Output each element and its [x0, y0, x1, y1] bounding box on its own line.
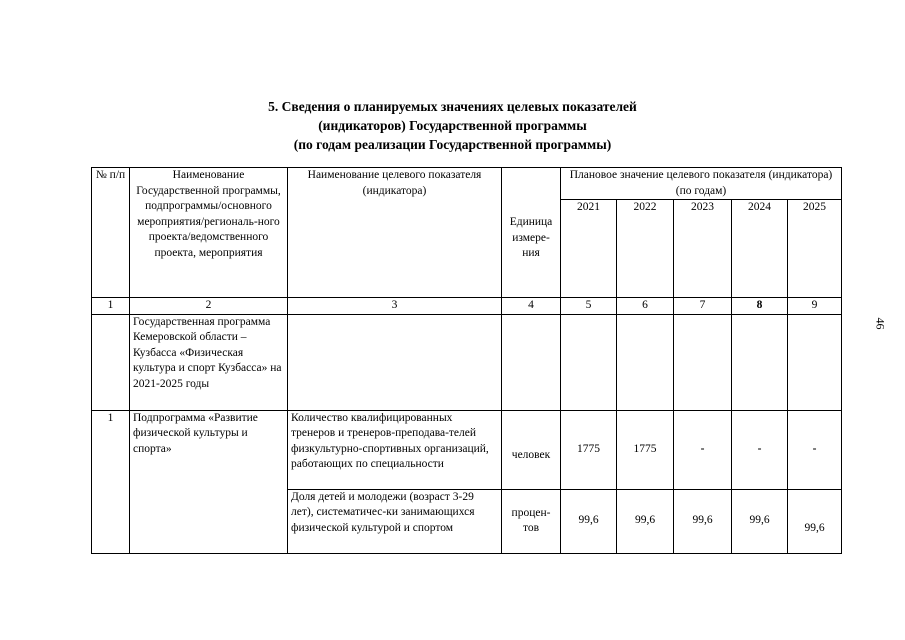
row-num: 1	[92, 410, 130, 553]
indicator-value: 1775	[561, 410, 617, 489]
header-row	[92, 168, 842, 200]
column-number: 7	[674, 298, 732, 315]
title-line-3: (по годам реализации Государственной программы)	[293, 137, 612, 152]
empty-cell	[617, 314, 674, 410]
title-line-1: 5. Сведения о планируемых значениях целевых показателей	[268, 99, 637, 114]
empty-cell	[288, 314, 502, 410]
empty-cell	[788, 314, 842, 410]
header-program-name: Наименование Государственной программы, подпрограммы/основного мероприятия/региональ-ного проекта/ведомственного проекта, мероприятия	[130, 168, 288, 298]
header-year: 2021	[561, 200, 617, 298]
header-unit: Единица измере-ния	[502, 168, 561, 298]
column-number: 5	[561, 298, 617, 315]
header-year: 2024	[732, 200, 788, 298]
column-number: 4	[502, 298, 561, 315]
header-year: 2022	[617, 200, 674, 298]
indicator-name: Доля детей и молодежи (возраст 3-29 лет), систематичес-ки занимающихся физической культурой и спортом	[288, 489, 502, 553]
indicators-table	[91, 167, 842, 554]
header-year: 2023	[674, 200, 732, 298]
indicator-unit: человек	[502, 410, 561, 489]
column-numbers-row	[92, 298, 842, 315]
empty-cell	[502, 314, 561, 410]
page-number: 46	[873, 317, 888, 330]
indicator-value: -	[674, 410, 732, 489]
column-number: 2	[130, 298, 288, 315]
table-row	[92, 314, 842, 410]
indicator-value: 99,6	[561, 489, 617, 553]
row-program-name: Государственная программа Кемеровской области – Кузбасса «Физическая культура и спорт Кузбасса» на 2021-2025 годы	[130, 314, 288, 410]
row-num	[92, 314, 130, 410]
table-row	[92, 410, 842, 489]
indicator-value: 1775	[617, 410, 674, 489]
title-line-2: (индикаторов) Государственной программы	[318, 118, 587, 133]
column-number: 8	[732, 298, 788, 315]
header-num: № п/п	[92, 168, 130, 298]
empty-cell	[732, 314, 788, 410]
indicator-value: -	[788, 410, 842, 489]
indicator-value: 99,6	[788, 489, 842, 553]
header-year: 2025	[788, 200, 842, 298]
indicator-value: -	[732, 410, 788, 489]
column-number: 3	[288, 298, 502, 315]
column-number: 9	[788, 298, 842, 315]
empty-cell	[561, 314, 617, 410]
header-indicator-name: Наименование целевого показателя (индикатора)	[288, 168, 502, 298]
indicator-name: Количество квалифицированных тренеров и тренеров-преподава-телей физкультурно-спортивных организаций, работающих по специальности	[288, 410, 502, 489]
header-planned-value: Плановое значение целевого показателя (индикатора) (по годам)	[561, 168, 842, 200]
empty-cell	[674, 314, 732, 410]
indicator-value: 99,6	[732, 489, 788, 553]
document-title	[0, 97, 905, 154]
indicator-unit: процен-тов	[502, 489, 561, 553]
column-number: 1	[92, 298, 130, 315]
row-program-name: Подпрограмма «Развитие физической культуры и спорта»	[130, 410, 288, 553]
indicator-value: 99,6	[617, 489, 674, 553]
column-number: 6	[617, 298, 674, 315]
indicator-value: 99,6	[674, 489, 732, 553]
